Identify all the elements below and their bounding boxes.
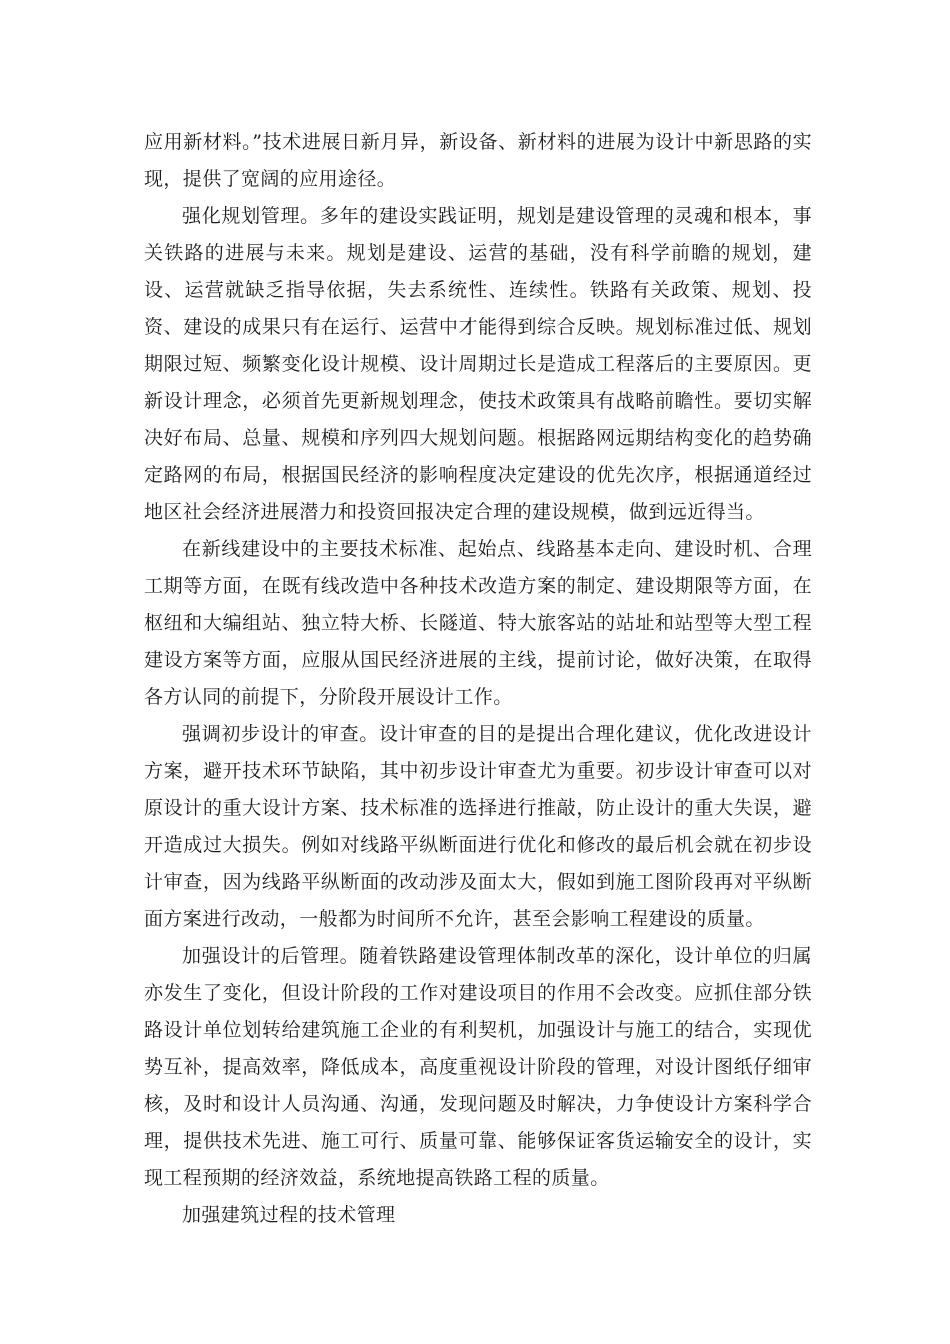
paragraph-post-design-management: 加强设计的后管理。随着铁路建设管理体制改革的深化，设计单位的归属亦发生了变化，但设计阶段的工作对建设项目的作用不会改变。应抓住部分铁路设计单位划转给建筑施工企业的有利契机，加强设计与施工的结合，实现优势互补，提高效率，降低成本，高度重视设计阶段的管理，对设计图纸仔细审核，及时和设计人员沟通、沟通，发现问题及时解决，力争使设计方案科学合理，提供技术先进、施工可行、质量可靠、能够保证客货运输安全的设计，实现工程预期的经济效益，系统地提高铁路工程的质量。 (144, 945, 812, 1189)
paragraph-continued: 应用新材料。”技术进展日新月异，新设备、新材料的进展为设计中新思路的实现，提供了宽阔的应用途径。 (144, 131, 812, 190)
body-text (144, 124, 812, 1234)
paragraph-new-line-construction: 在新线建设中的主要技术标准、起始点、线路基本走向、建设时机、合理工期等方面，在既有线改造中各种技术改造方案的制定、建设期限等方面，在枢纽和大编组站、独立特大桥、长隧道、特大旅客站的站址和站型等大型工程建设方案等方面，应服从国民经济进展的主线，提前讨论，做好决策，在取得各方认同的前提下，分阶段开展设计工作。 (144, 538, 812, 708)
paragraph-planning-management: 强化规划管理。多年的建设实践证明，规划是建设管理的灵魂和根本，事关铁路的进展与未来。规划是建设、运营的基础，没有科学前瞻的规划，建设、运营就缺乏指导依据，失去系统性、连续性。铁路有关政策、规划、投资、建设的成果只有在运行、运营中才能得到综合反映。规划标准过低、规划期限过短、频繁变化设计规模、设计周期过长是造成工程落后的主要原因。更新设计理念，必须首先更新规划理念，使技术政策具有战略前瞻性。要切实解决好布局、总量、规模和序列四大规划问题。根据路网远期结构变化的趋势确定路网的布局，根据国民经济的影响程度决定建设的优先次序，根据通道经过地区社会经济进展潜力和投资回报决定合理的建设规模，做到远近得当。 (144, 205, 812, 523)
paragraph-preliminary-design-review: 强调初步设计的审查。设计审查的目的是提出合理化建议，优化改进设计方案，避开技术环节缺陷，其中初步设计审查尤为重要。初步设计审查可以对原设计的重大设计方案、技术标准的选择进行推敲，防止设计的重大失误，避开造成过大损失。例如对线路平纵断面进行优化和修改的最后机会就在初步设计审查，因为线路平纵断面的改动涉及面太大，假如到施工图阶段再对平纵断面方案进行改动，一般都为时间所不允许，甚至会影响工程建设的质量。 (144, 723, 812, 930)
section-heading-construction-technical-management: 加强建筑过程的技术管理 (182, 1204, 396, 1226)
